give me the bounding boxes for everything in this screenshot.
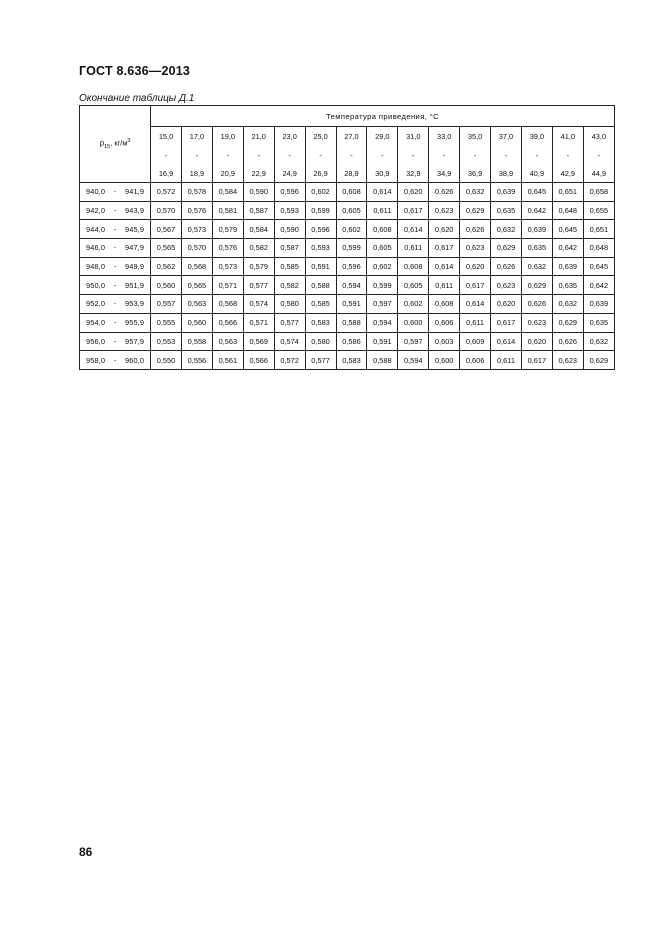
table-cell: 0,591: [305, 257, 336, 276]
density-to: 945,9: [125, 224, 145, 234]
density-to: 951,9: [125, 280, 145, 290]
table-cell: 0,562: [151, 257, 182, 276]
temperature-range-header: [460, 127, 491, 183]
temperature-range-to: 36,9: [467, 169, 483, 178]
table-cell: 0,608: [336, 183, 367, 202]
table-cell: 0,597: [398, 332, 429, 351]
temperature-range-header: [181, 127, 212, 183]
temperature-range-header: [367, 127, 398, 183]
table-cell: 0,639: [583, 295, 614, 314]
table-cell: 0,581: [212, 201, 243, 220]
temperature-range-from: 17,0: [189, 132, 205, 141]
density-range-cell: [80, 351, 151, 370]
table-cell: 0,614: [398, 220, 429, 239]
table-cell: 0,577: [305, 351, 336, 370]
density-to: 953,9: [125, 299, 145, 309]
table-body: [80, 183, 615, 370]
temperature-range-to: 16,9: [158, 169, 174, 178]
temperature-range-from: 29,0: [375, 132, 390, 141]
table-cell: 0,593: [305, 239, 336, 258]
density-subscript: 15: [104, 143, 111, 150]
table-row: [80, 220, 615, 239]
temperature-range-box: [244, 127, 274, 182]
table-cell: 0,597: [367, 295, 398, 314]
temperature-range-from: 25,0: [313, 132, 328, 141]
temperature-range-dash: -: [288, 151, 291, 160]
temperature-range-header: [521, 127, 552, 183]
temperature-range-box: [398, 127, 428, 182]
table-cell: 0,635: [552, 276, 583, 295]
table-cell: 0,568: [212, 295, 243, 314]
table-cell: 0,583: [305, 313, 336, 332]
temperature-range-dash: -: [535, 151, 539, 160]
temperature-range-from: 27,0: [344, 132, 359, 141]
density-conversion-table: [79, 105, 615, 370]
table-cell: 0,567: [151, 220, 182, 239]
temperature-range-to: 18,9: [189, 169, 205, 178]
table-cell: 0,577: [243, 276, 274, 295]
table-cell: 0,611: [460, 313, 491, 332]
table-cell: 0,620: [429, 220, 460, 239]
temperature-range-header: [274, 127, 305, 183]
table-cell: 0,570: [181, 239, 212, 258]
table-cell: 0,585: [305, 295, 336, 314]
temperature-range-header: [151, 127, 182, 183]
table-cell: 0,560: [151, 276, 182, 295]
table-cell: 0,626: [552, 332, 583, 351]
table-cell: 0,626: [491, 257, 522, 276]
table-cell: 0,648: [552, 201, 583, 220]
table-cell: 0,639: [552, 257, 583, 276]
table-cell: 0,623: [552, 351, 583, 370]
table-cell: 0,565: [181, 276, 212, 295]
table-cell: 0,614: [429, 257, 460, 276]
table-cell: 0,602: [367, 257, 398, 276]
table-cell: 0,560: [181, 313, 212, 332]
table-cell: 0,651: [583, 220, 614, 239]
density-from: 952,0: [86, 299, 106, 309]
table-cell: 0,585: [274, 257, 305, 276]
temperature-range-from: 23,0: [282, 132, 297, 141]
table-cell: 0,582: [274, 276, 305, 295]
table-cell: 0,645: [552, 220, 583, 239]
density-range-cell: [80, 257, 151, 276]
table-cell: 0,614: [367, 183, 398, 202]
temperature-range-box: [306, 127, 336, 182]
table-row: [80, 201, 615, 220]
density-dash: -: [113, 355, 117, 365]
density-from: 948,0: [86, 262, 106, 272]
table-cell: 0,617: [460, 276, 491, 295]
table-cell: 0,645: [583, 257, 614, 276]
temperature-range-dash: -: [164, 151, 168, 160]
table-cell: 0,599: [367, 276, 398, 295]
temperature-range-dash: -: [442, 151, 446, 160]
table-cell: 0,642: [552, 239, 583, 258]
table-cell: 0,639: [491, 183, 522, 202]
temperature-range-to: 20,9: [220, 169, 236, 178]
density-unit: , кг/м: [110, 138, 128, 148]
table-cell: 0,603: [429, 332, 460, 351]
density-range-cell: [80, 183, 151, 202]
density-range-cell: [80, 276, 151, 295]
table-cell: 0,639: [521, 220, 552, 239]
table-cell: 0,579: [243, 257, 274, 276]
temperature-range-to: 40,9: [529, 169, 545, 178]
table-cell: 0,623: [429, 201, 460, 220]
table-cell: 0,573: [181, 220, 212, 239]
table-cell: 0,574: [274, 332, 305, 351]
temperature-range-to: 28,9: [344, 169, 359, 178]
temperature-range-from: 33,0: [436, 132, 452, 141]
table-cell: 0,582: [243, 239, 274, 258]
temperature-range-from: 43,0: [591, 132, 607, 141]
table-cell: 0,608: [429, 295, 460, 314]
table-cell: 0,600: [429, 351, 460, 370]
temperature-range-from: 39,0: [529, 132, 545, 141]
table-cell: 0,596: [336, 257, 367, 276]
density-range-cell: [80, 239, 151, 258]
table-cell: 0,611: [367, 201, 398, 220]
temperature-range-to: 24,9: [282, 169, 297, 178]
temperature-range-header: [583, 127, 614, 183]
temperature-range-box: [213, 127, 243, 182]
table-cell: 0,617: [491, 313, 522, 332]
density-symbol: ρ: [99, 138, 105, 148]
density-range-cell: [80, 220, 151, 239]
table-cell: 0,587: [274, 239, 305, 258]
density-from: 956,0: [86, 336, 106, 346]
table-cell: 0,583: [336, 351, 367, 370]
density-from: 942,0: [86, 206, 106, 216]
table-cell: 0,570: [151, 201, 182, 220]
density-to: 957,9: [125, 336, 145, 346]
table-cell: 0,642: [583, 276, 614, 295]
document-header: ГОСТ 8.636—2013: [79, 64, 191, 78]
table-cell: 0,614: [491, 332, 522, 351]
temperature-range-header: [305, 127, 336, 183]
temperature-range-box: [553, 127, 583, 182]
table-cell: 0,629: [583, 351, 614, 370]
density-dash: -: [113, 280, 117, 290]
table-cell: 0,576: [181, 201, 212, 220]
temperature-range-box: [337, 127, 367, 182]
table-row: [80, 239, 615, 258]
density-from: 944,0: [86, 224, 106, 234]
table-cell: 0,580: [305, 332, 336, 351]
temperature-range-dash: -: [350, 151, 353, 160]
temperature-range-from: 15,0: [158, 132, 174, 141]
table-cell: 0,563: [181, 295, 212, 314]
temperature-range-dash: -: [412, 151, 415, 160]
table-cell: 0,596: [305, 220, 336, 239]
table-cell: 0,642: [521, 201, 552, 220]
table-cell: 0,599: [336, 239, 367, 258]
table-cell: 0,620: [398, 183, 429, 202]
temperature-range-box: [584, 127, 614, 182]
temperature-range-dash: -: [226, 151, 230, 160]
density-dash: -: [113, 299, 117, 309]
table-cell: 0,572: [274, 351, 305, 370]
density-to: 949,9: [125, 262, 145, 272]
table-cell: 0,584: [212, 183, 243, 202]
table-cell: 0,574: [243, 295, 274, 314]
table-cell: 0,623: [460, 239, 491, 258]
temperature-range-header: [491, 127, 522, 183]
table-cell: 0,599: [305, 201, 336, 220]
temperature-range-box: [182, 127, 212, 182]
temperature-range-dash: -: [381, 151, 384, 160]
table-cell: 0,566: [212, 313, 243, 332]
temperature-range-to: 44,9: [591, 169, 607, 178]
table-row: [80, 276, 615, 295]
temperature-range-box: [151, 127, 181, 182]
density-from: 950,0: [86, 280, 106, 290]
table-cell: 0,579: [212, 220, 243, 239]
table-cell: 0,594: [336, 276, 367, 295]
temperature-range-box: [491, 127, 521, 182]
table-cell: 0,565: [151, 239, 182, 258]
temperature-header: Температура приведения, °С: [151, 106, 615, 127]
table-cell: 0,593: [274, 201, 305, 220]
table-row: [80, 332, 615, 351]
density-from: 954,0: [86, 318, 106, 328]
table-cell: 0,553: [151, 332, 182, 351]
table-cell: 0,602: [398, 295, 429, 314]
table-cell: 0,591: [336, 295, 367, 314]
table-cell: 0,620: [521, 332, 552, 351]
table-cell: 0,588: [367, 351, 398, 370]
temperature-range-to: 32,9: [406, 169, 421, 178]
table-cell: 0,605: [367, 239, 398, 258]
table-cell: 0,602: [336, 220, 367, 239]
table-row: [80, 257, 615, 276]
density-column-header: [80, 106, 151, 183]
table-cell: 0,586: [336, 332, 367, 351]
density-from: 958,0: [86, 355, 106, 365]
table-cell: 0,602: [305, 183, 336, 202]
table-cell: 0,632: [460, 183, 491, 202]
table-cell: 0,620: [491, 295, 522, 314]
table-cell: 0,608: [398, 257, 429, 276]
table-cell: 0,557: [151, 295, 182, 314]
table-cell: 0,629: [491, 239, 522, 258]
temperature-range-dash: -: [257, 151, 260, 160]
table-cell: 0,648: [583, 239, 614, 258]
table-cell: 0,572: [151, 183, 182, 202]
temperature-range-header: [243, 127, 274, 183]
temperature-range-header: [212, 127, 243, 183]
table-cell: 0,556: [181, 351, 212, 370]
table-cell: 0,596: [274, 183, 305, 202]
table-cell: 0,645: [521, 183, 552, 202]
temperature-range-from: 19,0: [220, 132, 236, 141]
table-cell: 0,629: [460, 201, 491, 220]
table-cell: 0,617: [429, 239, 460, 258]
table-cell: 0,632: [521, 257, 552, 276]
table-cell: 0,569: [243, 332, 274, 351]
temperature-range-box: [367, 127, 397, 182]
table-cell: 0,550: [151, 351, 182, 370]
temperature-range-box: [460, 127, 490, 182]
table-cell: 0,632: [491, 220, 522, 239]
table-cell: 0,594: [398, 351, 429, 370]
table-cell: 0,605: [336, 201, 367, 220]
table-cell: 0,580: [274, 295, 305, 314]
table-cell: 0,617: [521, 351, 552, 370]
table-cell: 0,588: [336, 313, 367, 332]
table-row: [80, 351, 615, 370]
table-row: [80, 313, 615, 332]
density-range-cell: [80, 201, 151, 220]
table-cell: 0,623: [521, 313, 552, 332]
table-cell: 0,614: [460, 295, 491, 314]
table-cell: 0,611: [491, 351, 522, 370]
table-cell: 0,555: [151, 313, 182, 332]
table-cell: 0,632: [552, 295, 583, 314]
temperature-range-header: [429, 127, 460, 183]
table-cell: 0,561: [212, 351, 243, 370]
table-cell: 0,588: [305, 276, 336, 295]
temperature-range-dash: -: [504, 151, 508, 160]
table-cell: 0,606: [429, 313, 460, 332]
table-cell: 0,626: [429, 183, 460, 202]
table-cell: 0,605: [398, 276, 429, 295]
temperature-range-dash: -: [473, 151, 477, 160]
table-cell: 0,629: [552, 313, 583, 332]
table-cell: 0,655: [583, 201, 614, 220]
table-row: [80, 183, 615, 202]
density-dash: -: [113, 187, 117, 197]
table-cell: 0,590: [274, 220, 305, 239]
table-cell: 0,629: [521, 276, 552, 295]
density-dash: -: [113, 336, 117, 346]
temperature-range-box: [275, 127, 305, 182]
table-cell: 0,594: [367, 313, 398, 332]
table-cell: 0,584: [243, 220, 274, 239]
density-dash: -: [113, 206, 117, 216]
table-cell: 0,626: [460, 220, 491, 239]
temperature-range-dash: -: [566, 151, 570, 160]
table-cell: 0,600: [398, 313, 429, 332]
density-range-cell: [80, 295, 151, 314]
table-cell: 0,632: [583, 332, 614, 351]
density-from: 946,0: [86, 243, 106, 253]
table-cell: 0,558: [181, 332, 212, 351]
table-cell: 0,566: [243, 351, 274, 370]
density-to: 943,9: [125, 206, 145, 216]
table-cell: 0,620: [460, 257, 491, 276]
table-cell: 0,571: [212, 276, 243, 295]
table-cell: 0,587: [243, 201, 274, 220]
table-cell: 0,606: [460, 351, 491, 370]
temperature-range-header: [552, 127, 583, 183]
density-dash: -: [113, 318, 117, 328]
temperature-range-from: 35,0: [467, 132, 483, 141]
table-cell: 0,576: [212, 239, 243, 258]
temperature-range-from: 31,0: [406, 132, 421, 141]
table-cell: 0,577: [274, 313, 305, 332]
table-cell: 0,611: [398, 239, 429, 258]
table-cell: 0,635: [521, 239, 552, 258]
page-number: 86: [79, 845, 93, 859]
temperature-range-header: [336, 127, 367, 183]
table-cell: 0,563: [212, 332, 243, 351]
density-to: 960,0: [125, 355, 145, 365]
table-cell: 0,578: [181, 183, 212, 202]
temperature-range-box: [429, 127, 459, 182]
temperature-range-to: 38,9: [498, 169, 514, 178]
density-to: 941,9: [125, 187, 145, 197]
table-cell: 0,623: [491, 276, 522, 295]
density-to: 947,9: [125, 243, 145, 253]
temperature-range-from: 41,0: [560, 132, 575, 141]
density-dash: -: [113, 243, 117, 253]
temperature-range-dash: -: [195, 151, 199, 160]
table-cell: 0,568: [181, 257, 212, 276]
table-cell: 0,617: [398, 201, 429, 220]
density-dash: -: [113, 224, 117, 234]
table-cell: 0,591: [367, 332, 398, 351]
temperature-range-from: 37,0: [498, 132, 514, 141]
temperature-range-header: [398, 127, 429, 183]
table-cell: 0,635: [583, 313, 614, 332]
temperature-ranges-row: [80, 127, 615, 183]
temperature-range-to: 34,9: [436, 169, 452, 178]
table-cell: 0,608: [367, 220, 398, 239]
temperature-range-from: 21,0: [251, 132, 266, 141]
temperature-range-dash: -: [319, 151, 322, 160]
temperature-range-dash: -: [597, 151, 601, 160]
temperature-range-to: 30,9: [375, 169, 390, 178]
temperature-range-box: [522, 127, 552, 182]
table-row: [80, 295, 615, 314]
temperature-range-to: 26,9: [313, 169, 328, 178]
table-cell: 0,571: [243, 313, 274, 332]
density-dash: -: [113, 262, 117, 272]
temperature-range-to: 42,9: [560, 169, 575, 178]
density-unit-power: 3: [127, 138, 131, 145]
density-range-cell: [80, 332, 151, 351]
table-cell: 0,609: [460, 332, 491, 351]
density-from: 940,0: [86, 187, 106, 197]
table-cell: 0,590: [243, 183, 274, 202]
table-cell: 0,611: [429, 276, 460, 295]
density-to: 955,9: [125, 318, 145, 328]
temperature-range-to: 22,9: [251, 169, 266, 178]
table-cell: 0,651: [552, 183, 583, 202]
table-caption: Окончание таблицы Д.1: [79, 93, 195, 104]
table-cell: 0,573: [212, 257, 243, 276]
table-cell: 0,626: [521, 295, 552, 314]
table-cell: 0,658: [583, 183, 614, 202]
density-range-cell: [80, 313, 151, 332]
table-cell: 0,635: [491, 201, 522, 220]
